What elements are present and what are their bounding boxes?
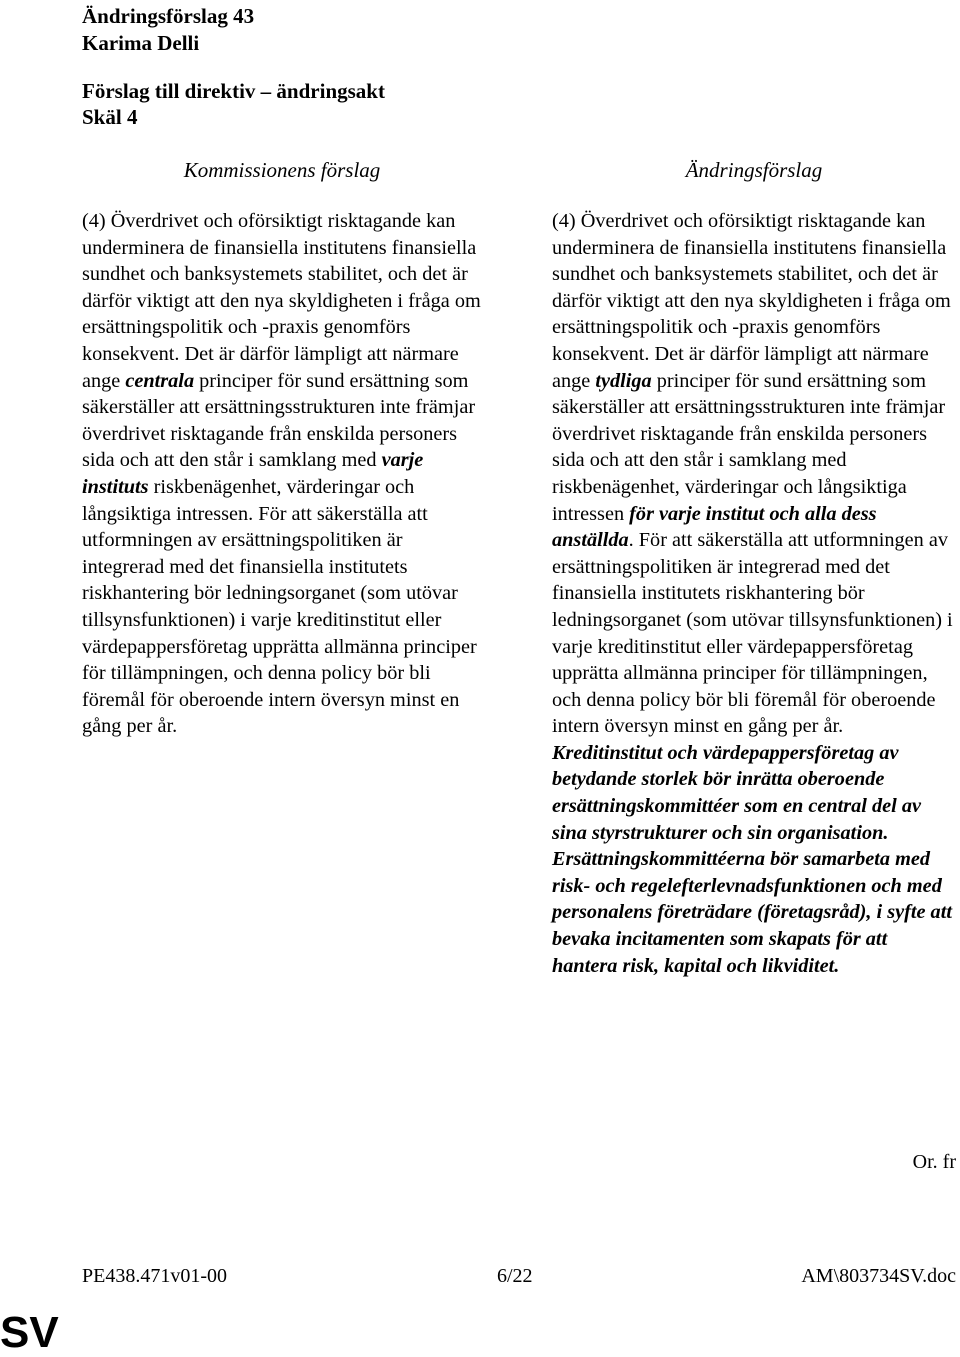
text-segment: principer för sund ersättning som säkerställer att ersättningsstrukturen inte främjar överdrivet risktagande från enskilda personers sida och att den står i samklang med: [82, 369, 476, 472]
text-segment: (4) Överdrivet och oförsiktigt risktagande kan underminera de finansiella institutens finansiella sundhet och banksystemets stabilitet, och det är därför viktigt att den nya skyldigheten i fråga om ersättningspolitik och -praxis genomförs konsekvent. Det är därför lämpligt att närmare ange: [552, 210, 951, 392]
right-column-title: Ändringsförslag: [685, 158, 823, 182]
amendment-number: Ändringsförslag 43: [82, 4, 255, 28]
text-segment: riskbenägenhet, värderingar och långsiktiga intressen. För att säkerställa att utformningen av ersättningspolitiken är integrerad med det finansiella institutets riskhantering bör ledningsorganet (som utövar tillsynsfunktionen) i varje kreditinstitut eller värdepappersföretag upprätta allmänna principer för tillämpningen, och denna policy bör bli föremål för oberoende intern översyn minst en gång per år.: [82, 475, 477, 738]
original-language: Or. fr: [912, 1151, 956, 1173]
emphasized-text-segment: centrala: [125, 369, 195, 392]
commission-proposal-text: [82, 208, 482, 740]
emphasized-text-segment: för varje institut och alla dess anställda: [552, 502, 877, 552]
text-segment: principer för sund ersättning som säkerställer att ersättningsstrukturen inte främjar överdrivet risktagande från enskilda personers sida och att den står i samklang med riskbenägenhet, värderingar och långsiktiga intressen: [552, 369, 946, 525]
left-column-title: Kommissionens förslag: [183, 158, 381, 182]
text-segment: (4) Överdrivet och oförsiktigt risktagande kan underminera de finansiella institutens finansiella sundhet och banksystemets stabilitet, och det är därför viktigt att den nya skyldigheten i fråga om ersättningspolitik och -praxis genomförs konsekvent. Det är därför lämpligt att närmare ange: [82, 210, 481, 392]
text-segment: . För att säkerställa att utformningen av ersättningspolitiken är integrerad med det finansiella institutets riskhantering bör ledningsorganet (som utövar tillsynsfunktionen) i varje kreditinstitut eller värdepappersföretag upprätta allmänna principer för tillämpningen, och denna policy bör bli föremål för oberoende intern översyn minst en gång per år.: [552, 529, 953, 738]
footer-page-number: 6/22: [497, 1265, 533, 1287]
amendment-author: Karima Delli: [82, 31, 200, 55]
footer-document: AM\803734SV.doc: [801, 1265, 956, 1287]
recital-reference: Skäl 4: [82, 105, 138, 129]
emphasized-text-segment: varje instituts: [82, 449, 424, 498]
amendment-text: [552, 208, 956, 979]
proposal-type: Förslag till direktiv – ändringsakt: [82, 79, 385, 103]
emphasized-text-segment: tydliga: [595, 369, 652, 392]
footer-reference: PE438.471v01-00: [82, 1265, 227, 1287]
language-code: SV: [0, 1308, 59, 1357]
emphasized-text-segment: Kreditinstitut och värdepappersföretag av betydande storlek bör inrätta oberoende ersättningskommittéer som en central del av sina styrstrukturer och sin organisation. Ersättningskommittéerna bör samarbeta med risk- och regelefterlevnadsfunktionen och med personalens företrädare (företagsråd), i syfte att bevaka incitamenten som skapats för att hantera risk, kapital och likviditet.: [552, 741, 952, 977]
